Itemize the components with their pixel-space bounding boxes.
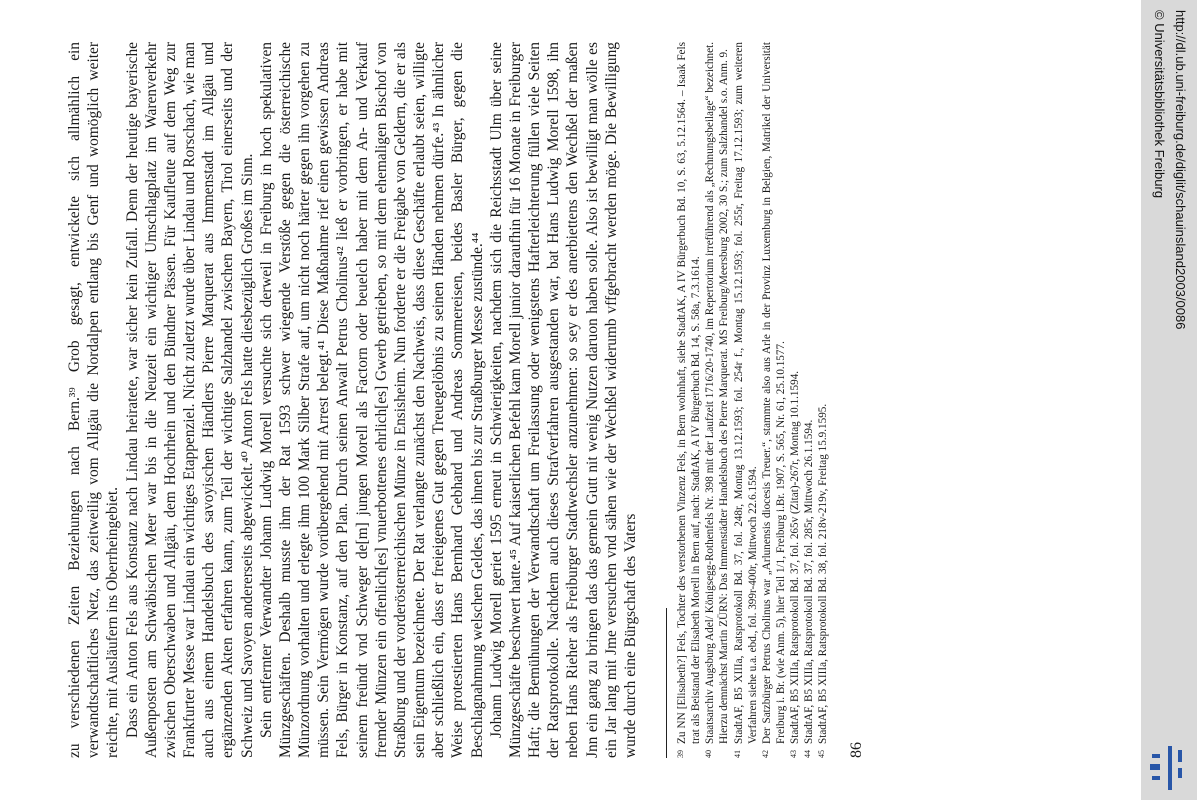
footnote-41	[732, 42, 760, 758]
paragraph-1: zu verschiedenen Zeiten Beziehungen nach Bern.³⁹ Grob gesagt, entwickelte sich allmählich ein verwandtschaftliches Netz, das zeitweilig vom Allgäu die Nordalpen entlang bis Genf und womöglich weiter reichte, mit Ausläufern ins Oberrheingebiet.	[66, 42, 122, 758]
footnote-39	[675, 42, 703, 758]
footnote-number: 43	[789, 750, 799, 758]
footnote-number: 40	[704, 750, 714, 758]
footnote-42	[760, 42, 788, 758]
footnote-number: 44	[803, 750, 813, 758]
body-text	[65, 42, 640, 758]
footnote-44	[802, 42, 816, 758]
footnote-number: 39	[676, 750, 686, 758]
permalink-url[interactable]: http://dl.ub.uni-freiburg.de/diglit/schauinsland2003/0086	[1173, 10, 1188, 330]
footnote-text: Der Satzbürger Petrus Cholinus war „Arlunensis diocesis Treuer.“, stammte also aus Arle in der Provinz Luxemburg in Belgien, Matrikel der Universität Freiburg i. Br. (wie Anm. 5), hier Teil 1/1, Freiburg i.Br. 1907, S. 565, Nr. 61, 25.10.1577.	[760, 42, 787, 744]
footnote-text: Staatsarchiv Augsburg Adel/ Königsegg-Rothenfels Nr. 398 mit der Laufzeit 1716/20-1740, im Repertorium irreführend als „Rechnungsbeilage“ bezeichnet. Hierzu demnächst Martin ZÜRN: Das Immenstädter Handelsbuch des Pierre Marquerat. MS Freiburg/Meersburg 2002, 30 S.; zum Salzhandel s.o. Anm. 9.	[704, 42, 731, 744]
footnote-divider	[666, 608, 667, 758]
paragraph-4: Johann Ludwig Morell geriet 1595 erneut in Schwierigkeiten, nachdem sich die Reichsstadt Ulm über seine Münzgeschäfte beschwert hatte.⁴⁵ Auf kaiserlichen Befehl kam Morell junior daraufhin für 16 Monate in Freiburger Haft; die Bemühungen der Verwandtschaft um Freilassung oder wenigstens Hafterleichterung füllen viele Seiten der Ratsprotokolle. Nachdem auch dieses Strafverfahren ausgestanden war, bat Hans Ludwig Morell 1598, ihn neben Hans Rieher als Freiburger Stadtwechsler anzunehmen: so sey er des anerbiettens den Wechßel der maßen Jnn ein gang zu bringen das das gemein Gutt nit wenig Nutzen daruon haben solle. Also ist bewilligt man wölle es ein Jar lang mit Jme versuchen vnd sähen wie der Wechßel widerumb vffgebracht werden möge. Die Bewilligung wurde durch eine Bürgschaft des Vaters	[487, 42, 639, 758]
paragraph-3: Sein entfernter Verwandter Johann Ludwig Morell versuchte sich derweil in Freiburg in hoch spekulativen Münzgeschäften. Deshalb musste ihm der Rat 1593 schwer wiegende Verstöße gegen die österreichische Münzordnung vorhalten und erlegte ihm 100 Mark Silber Strafe auf, um nicht noch härter gegen ihn vorgehen zu müssen. Sein Vermögen wurde vorübergehend mit Arrest belegt.⁴¹ Diese Maßnahme rief einen gewissen Andreas Fels, Bürger in Konstanz, auf den Plan. Durch seinen Anwalt Petrus Cholinus⁴² ließ er vorbringen, er habe mit seinem freündt vnd Schweger de[m] jungen Morell als Factorn oder beuelch haber mit dem An- und Verkauf fremder Münzen ein offenlich[es] vnuerbottenes ehrlich[es] Gwerb getrieben, so mit dem ehemaligen Bischof von Straßburg und der vorderösterreichischen Münze in Ensisheim. Nun forderte er die Freigabe von Geldern, die er als sein Eigentum bezeichnete. Der Rat verlangte zunächst den Nachweis, dass diese Geschäfte erlaubt seien, willigte aber schließlich ein, dass er freieigenes Gut gegen Treuegelöbnis zu seinen Händen nehmen dürfe.⁴³ In ähnlicher Weise protestierten Hans Bernhard Gebhard und Andreas Sommereisen, beides Basler Bürger, gegen die Beschlagnahmung welschen Geldes, das ihnen bis zur Straßburger Messe zustünde.⁴⁴	[257, 42, 486, 758]
footnote-text: StadtAF, B5 XIIIa, Ratsprotokoll Bd. 37, fol. 248r, Montag 13.12.1593; fol. 254r f., Montag 15.12.1593; fol. 255r, Freitag 17.12.1593; zum weiteren Verfahren siehe u.a. ebd., fol. 399r-400r, Mittwoch 22.6.1594.	[732, 42, 759, 744]
footnote-number: 41	[732, 750, 742, 758]
footnote-text: StadtAF, B5 XIIIa, Ratsprotokoll Bd. 37, fol. 265v (Zitat)-267r, Montag 10.1.1594.	[789, 370, 802, 744]
footnote-45	[816, 42, 830, 758]
page-number: 86	[848, 742, 866, 758]
footnote-43	[788, 42, 802, 758]
footnote-number: 45	[817, 750, 827, 758]
paragraph-2: Dass ein Anton Fels aus Konstanz nach Lindau heiratete, war sicher kein Zufall. Denn der heutige bayerische Außenposten am Schwäbischen Meer war bis in die Neuzeit ein wichtiger Umschlagplatz im Warenverkehr zwischen Oberschwaben und Allgäu, dem Hochrhein und den Bündner Pässen. Für Kaufleute auf dem Weg zur Frankfurter Messe war Lindau ein wichtiges Etappenziel. Nicht zuletzt wurde über Lindau und Rorschach, wie man auch aus einem Handelsbuch des savoyischen Händlers Pierre Marquerat aus Immenstadt im Allgäu und ergänzenden Akten erfahren kann, zum Teil der wichtige Salzhandel zwischen Bayern, Tirol einerseits und der Schweiz und Savoyen andererseits abgewickelt.⁴⁰ Anton Fels hatte diesbezüglich Großes im Sinn.	[123, 42, 256, 758]
footnote-40	[703, 42, 731, 758]
library-sidebar-text	[1141, 0, 1197, 800]
footnote-text: Zu NN [Elisabeth?] Fels, Tochter des verstorbenen Vinzenz Fels, in Bern wohnhaft, siehe StadtAK, A IV Bürgerbuch Bd. 10, S. 63, 5.12.1564. – Isaak Fels trat als Beistand der Elisabeth Morell in Bern auf, nach: StadtAK, A IV Bürgerbuch Bd. 14, S. 58a, 7.3.1614.	[676, 42, 703, 744]
copyright-notice: © Universitätsbibliothek Freiburg	[1152, 10, 1167, 199]
footnote-text: StadtAF, B5 XIIIa, Ratsprotokoll Bd. 37, fol. 285r, Mittwoch 26.1.1594.	[803, 419, 816, 744]
library-sidebar	[1141, 0, 1197, 800]
library-logo-icon	[1148, 746, 1192, 790]
footnote-text: StadtAF, B5 XIIIa, Ratsprotokoll Bd. 38, fol. 218v-219v, Freitag 15.9.1595.	[817, 403, 830, 744]
footnotes	[675, 42, 830, 758]
footnote-number: 42	[760, 750, 770, 758]
